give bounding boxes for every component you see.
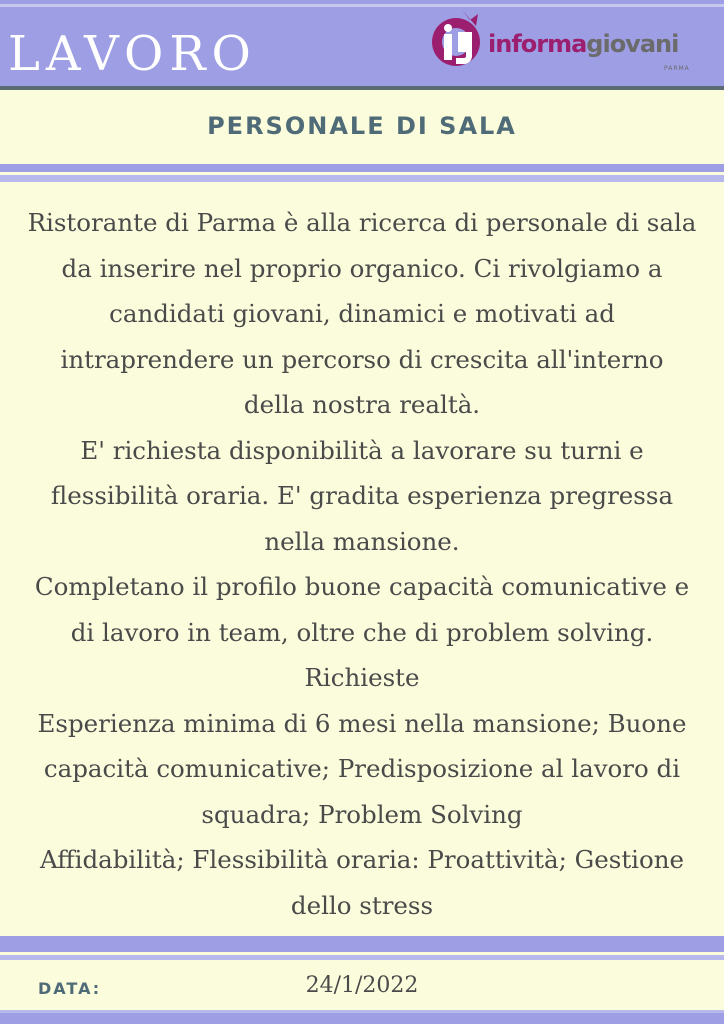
footer-divider [0, 936, 724, 962]
description-line: E' richiesta disponibilità a lavorare su turni e [80, 435, 644, 465]
description-line: della nostra realtà. [243, 390, 481, 419]
divider-stripe [0, 164, 724, 172]
header-divider [0, 86, 724, 90]
logo-subtext: PARMA [664, 65, 690, 72]
footer-stripe [0, 1010, 724, 1013]
divider-stripe-light [0, 955, 724, 960]
job-title: PERSONALE DI SALA [207, 112, 517, 140]
category-title: LAVORO [8, 26, 257, 82]
logo-wordmark [488, 32, 678, 56]
description-line: Completano il profilo buone capacità comunicative e [34, 572, 690, 601]
header-stripe [0, 4, 724, 7]
header-band [0, 0, 724, 90]
job-description [0, 200, 724, 928]
date-value: 24/1/2022 [305, 973, 419, 998]
informagiovani-logo [428, 8, 698, 78]
description-line: Ristorante di Parma è alla ricerca di personale di sala [27, 208, 697, 237]
description-line: candidati giovani, dinamici e motivati ad [109, 299, 615, 328]
description-line: flessibilità oraria. E' gradita esperienza pregressa [50, 481, 674, 510]
description-line: dello stress [290, 890, 434, 920]
ig-logo-icon [428, 8, 488, 72]
description-line: squadra; Problem Solving [201, 799, 523, 829]
description-line: di lavoro in team, oltre che di problem solving. [70, 617, 654, 647]
requirements-heading: Richieste [304, 663, 420, 692]
divider-stripe-light [0, 175, 724, 182]
logo-text-primary: informa [488, 30, 587, 58]
description-line: da inserire nel proprio organico. Ci rivolgiamo a [61, 253, 663, 283]
description-line: intraprendere un percorso di crescita all'interno [60, 344, 664, 374]
description-line: Esperienza minima di 6 mesi nella mansione; Buone [37, 708, 687, 738]
divider-stripe [0, 936, 724, 952]
description-line: nella mansione. [264, 526, 460, 556]
logo-text-secondary: giovani [586, 30, 679, 58]
title-divider [0, 164, 724, 184]
date-label: DATA: [38, 979, 102, 998]
footer-band [0, 1010, 724, 1024]
description-line: Affidabilità; Flessibilità oraria: Proattività; Gestione [39, 845, 685, 874]
description-line: capacità comunicative; Predisposizione al lavoro di [43, 754, 681, 783]
